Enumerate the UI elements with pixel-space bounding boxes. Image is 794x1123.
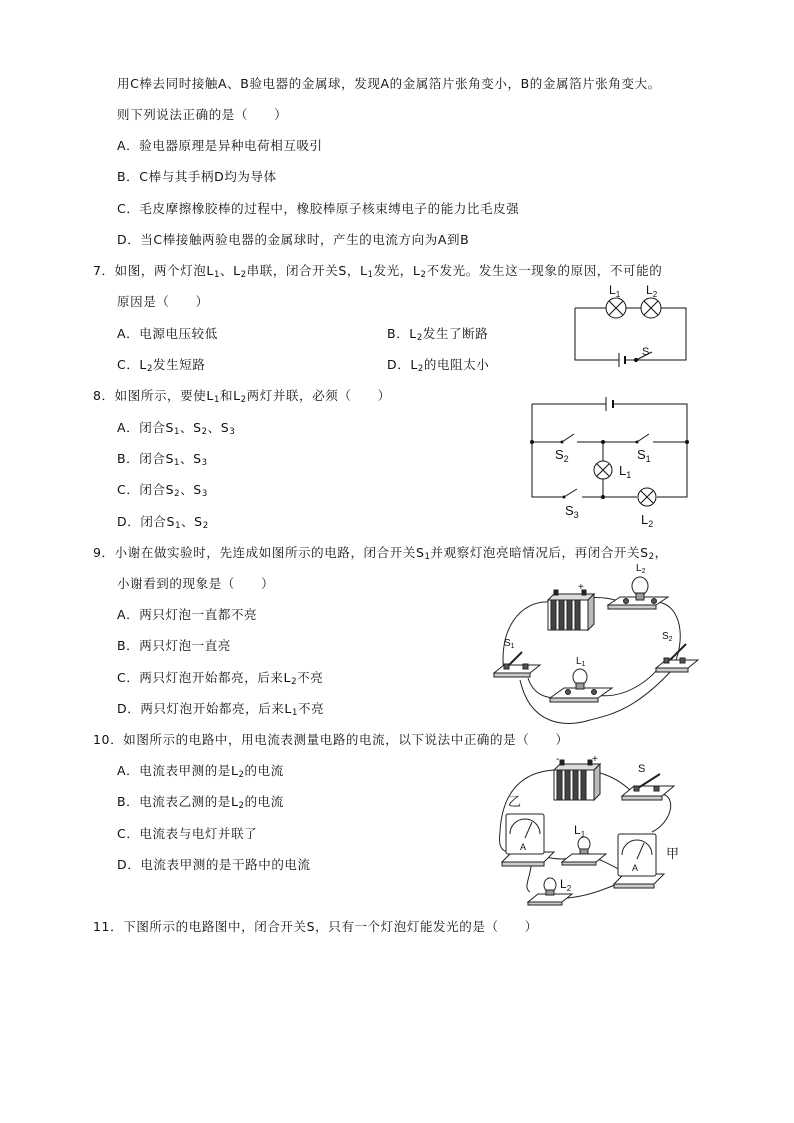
q8-parallel-circuit-diagram <box>527 396 692 530</box>
svg-text:-: - <box>556 754 560 765</box>
q8-fig-label-l2: $L_2$ <box>641 512 654 529</box>
q6-option-b: B．C棒与其手柄D均为导体 <box>117 169 277 184</box>
q7-option-d: D．$L_2$的电阻太小 <box>387 357 490 374</box>
q7-series-circuit-diagram <box>570 282 690 364</box>
q9-stem-line2: 小谢看到的现象是（ ） <box>117 576 275 591</box>
q9-switch-s1-icon <box>494 652 540 677</box>
q10-ammeter-circuit-illustration <box>492 752 692 910</box>
q9-lamp-l2-icon <box>608 577 668 609</box>
q9-physical-circuit-illustration <box>490 560 700 728</box>
q10-option-b: B．电流表乙测的是$L_2$的电流 <box>117 794 284 811</box>
q9-fig-label-l2: $L_2$ <box>636 563 646 575</box>
q10-fig-label-l1: $L_1$ <box>574 823 586 839</box>
q7-option-c: C．$L_2$发生短路 <box>117 357 206 374</box>
q7-fig-label-s: S <box>642 346 650 358</box>
q9-option-a: A．两只灯泡一直都不亮 <box>117 607 258 622</box>
q8-fig-label-s2: $S_2$ <box>555 447 569 464</box>
q7-option-b: B．$L_2$发生了断路 <box>387 326 489 343</box>
q9-option-c: C．两只灯泡开始都亮，后来$L_2$不亮 <box>117 670 324 687</box>
q6-option-a: A．验电器原理是异种电荷相互吸引 <box>117 138 323 153</box>
q10-fig-label-l2: $L_2$ <box>560 877 572 893</box>
q9-option-b: B．两只灯泡一直亮 <box>117 638 231 653</box>
svg-text:A: A <box>520 842 527 852</box>
svg-text:+: + <box>578 582 584 593</box>
q7-option-a: A．电源电压较低 <box>117 326 218 341</box>
q8-option-b: B．闭合$S_1$、$S_3$ <box>117 451 208 468</box>
q10-ammeter-jia-icon <box>614 834 664 888</box>
q7-fig-label-l1: $L_1$ <box>609 283 621 299</box>
q10-fig-label-jia: 甲 <box>666 846 680 861</box>
q6-stem-line1: 用C棒去同时接触A、B验电器的金属球，发现A的金属箔片张角变小，B的金属箔片张角变大。 <box>117 76 661 91</box>
svg-text:A: A <box>632 863 639 873</box>
q10-option-d: D．电流表甲测的是干路中的电流 <box>117 857 311 872</box>
q6-option-c: C．毛皮摩擦橡胶棒的过程中，橡胶棒原子核束缚电子的能力比毛皮强 <box>117 201 520 216</box>
q8-fig-label-s1: $S_1$ <box>637 447 651 464</box>
q10-ammeter-yi-icon <box>502 814 554 866</box>
q9-lamp-l1-icon <box>550 669 612 702</box>
q9-fig-label-s2: $S_2$ <box>662 631 673 643</box>
q8-option-c: C．闭合$S_2$、$S_3$ <box>117 482 208 499</box>
q7-stem-line2: 原因是（ ） <box>117 294 209 309</box>
q11-stem: 11．下图所示的电路图中，闭合开关S，只有一个灯泡灯能发光的是（ ） <box>93 919 538 934</box>
q10-option-a: A．电流表甲测的是$L_2$的电流 <box>117 763 284 780</box>
q9-battery-icon <box>548 590 594 630</box>
q9-stem-line1: 9．小谢在做实验时，先连成如图所示的电路，闭合开关$S_1$并观察灯泡亮暗情况后，再闭合开关$S_2$， <box>93 545 668 562</box>
q7-fig-label-l2: $L_2$ <box>646 283 658 299</box>
q8-fig-label-l1: $L_1$ <box>619 463 632 480</box>
q10-option-c: C．电流表与电灯并联了 <box>117 826 258 841</box>
q8-fig-label-s3: $S_3$ <box>565 503 579 520</box>
q10-stem: 10．如图所示的电路中，用电流表测量电路的电流，以下说法中正确的是（ ） <box>93 732 569 747</box>
q8-stem: 8．如图所示，要使$L_1$和$L_2$两灯并联，必须（ ） <box>93 388 391 405</box>
q6-option-d: D．当C棒接触两验电器的金属球时，产生的电流方向为A到B <box>117 232 470 247</box>
q7-stem-line1: 7．如图，两个灯泡$L_1$、$L_2$串联，闭合开关S，$L_1$发光，$L_2$不发光。发生这一现象的原因，不可能的 <box>93 263 663 280</box>
q8-option-d: D．闭合$S_1$、$S_2$ <box>117 514 209 531</box>
q9-fig-label-s1: $S_1$ <box>504 638 515 650</box>
svg-text:+: + <box>592 754 598 765</box>
q9-option-d: D．两只灯泡开始都亮，后来$L_1$不亮 <box>117 701 325 718</box>
q6-stem-line2: 则下列说法正确的是（ ） <box>117 107 288 122</box>
q8-option-a: A．闭合$S_1$、$S_2$、$S_3$ <box>117 420 236 437</box>
q10-fig-label-s: S <box>638 763 646 775</box>
q10-fig-label-yi: 乙 <box>508 794 522 809</box>
q10-lamp-l1-icon <box>562 837 606 865</box>
q9-fig-label-l1: $L_1$ <box>576 656 586 668</box>
q10-battery-icon <box>554 760 600 800</box>
